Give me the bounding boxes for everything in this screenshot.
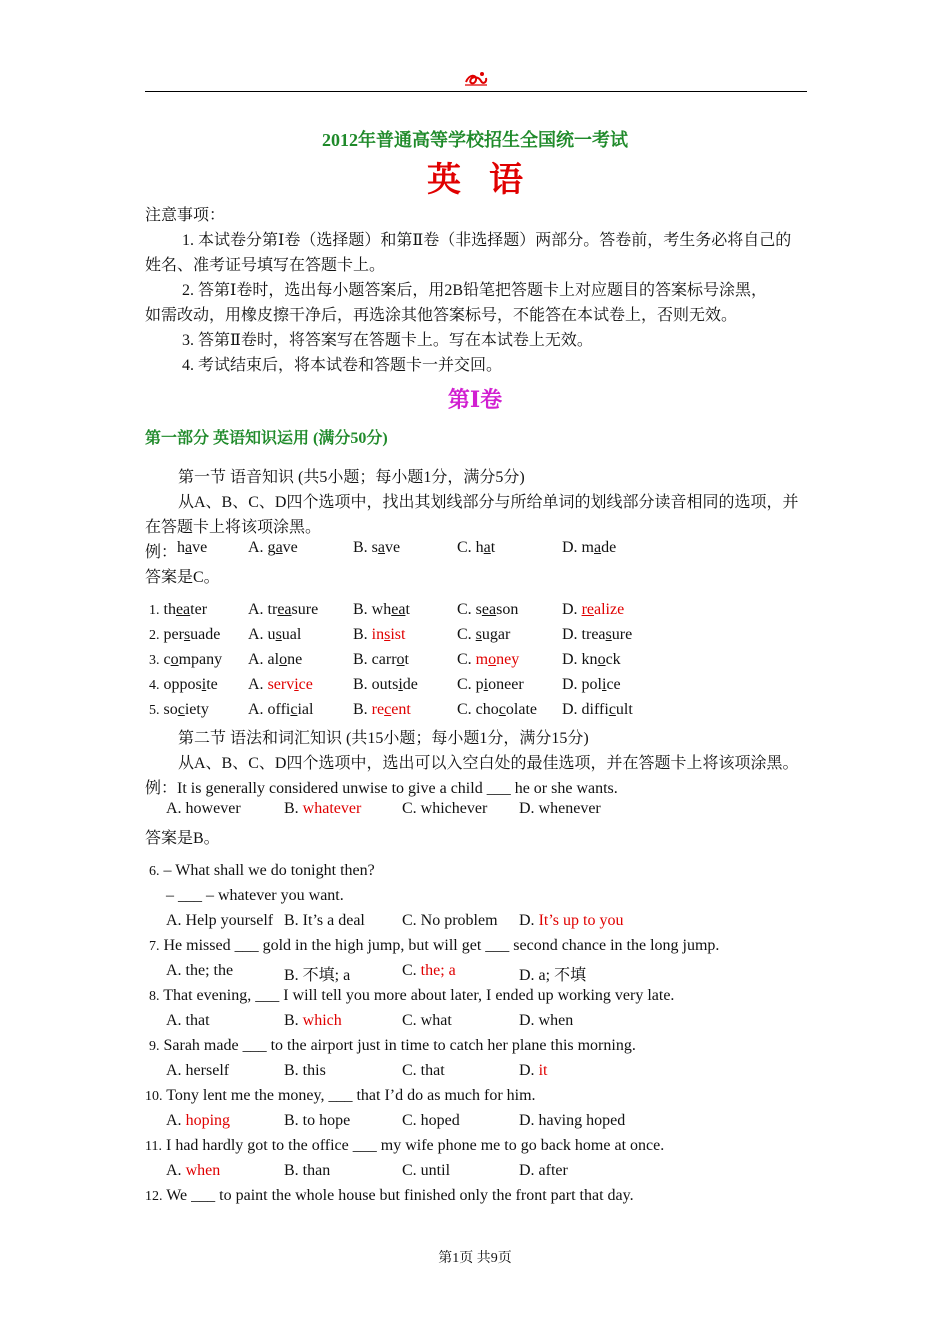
q3-option-d: D. knock bbox=[562, 651, 621, 668]
q11-option-a: A. when bbox=[166, 1162, 221, 1179]
section1-instruction-cont: 在答题卡上将该项涂黑。 bbox=[145, 519, 322, 536]
q9-option-c: C. that bbox=[402, 1062, 445, 1079]
header-rule bbox=[145, 91, 807, 92]
q5-option-b-word-start: re bbox=[371, 701, 385, 718]
q1-option-b: B. wheat bbox=[353, 601, 410, 618]
section2-heading: 第二节 语法和词汇知识 (共15小题；每小题1分，满分15分) bbox=[178, 730, 589, 747]
section1-instruction: 从A、B、C、D四个选项中，找出其划线部分与所给单词的划线部分读音相同的选项，并 bbox=[178, 494, 799, 511]
q5-option-b: B. recent bbox=[353, 701, 411, 718]
q6-option-d: D. It’s up to you bbox=[519, 912, 624, 929]
question-9: 9. Sarah made ___ to the airport just in time to catch her plane this morning. bbox=[149, 1037, 636, 1054]
example-option-c: C. hat bbox=[457, 539, 496, 556]
question-3: 3. company bbox=[149, 651, 223, 668]
volume-title: 第Ⅰ卷 bbox=[447, 387, 503, 412]
note-3: 3. 答第Ⅱ卷时，将答案写在答题卡上。写在本试卷上无效。 bbox=[182, 332, 593, 349]
question-7: 7. He missed ___ gold in the high jump, but will get ___ second chance in the long jump. bbox=[149, 937, 720, 954]
q1-option-a: A. treasure bbox=[248, 601, 319, 618]
q3-option-b: B. carrot bbox=[353, 651, 409, 668]
q5-option-d: D. difficult bbox=[562, 701, 633, 718]
q8-option-a: A. that bbox=[166, 1012, 210, 1029]
section2-instruction: 从A、B、C、D四个选项中，选出可以入空白处的最佳选项，并在答题卡上将该项涂黑。 bbox=[178, 755, 799, 772]
q3-option-c: C. money bbox=[457, 651, 520, 668]
q11-option-c: C. until bbox=[402, 1162, 451, 1179]
question-4: 4. opposite bbox=[149, 676, 218, 693]
q2-option-b: B. insist bbox=[353, 626, 406, 643]
question-2: 2. persuade bbox=[149, 626, 221, 643]
part1-heading: 第一部分 英语知识运用 (满分50分) bbox=[145, 430, 388, 447]
example-option-d: D. made bbox=[562, 539, 617, 556]
section2-example-option-d: D. whenever bbox=[519, 800, 601, 817]
q10-option-b: B. to hope bbox=[284, 1112, 351, 1129]
section1-heading: 第一节 语音知识 (共5小题；每小题1分，满分5分) bbox=[178, 469, 525, 486]
q1-option-c: C. season bbox=[457, 601, 519, 618]
q6-option-b: B. It’s a deal bbox=[284, 912, 365, 929]
section2-example-option-b: B. whatever bbox=[284, 800, 362, 817]
ornament-icon bbox=[463, 68, 489, 90]
q9-option-a: A. herself bbox=[166, 1062, 230, 1079]
example-stem: have bbox=[177, 539, 208, 556]
q7-option-d: D. a; 不填 bbox=[519, 967, 587, 984]
q9-option-d: D. it bbox=[519, 1062, 548, 1079]
q5-option-c: C. chocolate bbox=[457, 701, 537, 718]
q4-option-d: D. police bbox=[562, 676, 621, 693]
q10-option-a: A. hoping bbox=[166, 1112, 231, 1129]
q7-option-b: B. 不填; a bbox=[284, 967, 351, 984]
q3-option-a: A. alone bbox=[248, 651, 303, 668]
q2-option-d: D. treasure bbox=[562, 626, 633, 643]
section2-example-stem: 例：It is generally considered unwise to give a child ___ he or she wants. bbox=[145, 780, 618, 797]
section2-example-answer: 答案是B。 bbox=[145, 830, 220, 847]
note-2b: 如需改动，用橡皮擦干净后，再选涂其他答案标号，不能答在本试卷上，否则无效。 bbox=[145, 307, 738, 324]
note-1b: 姓名、准考证号填写在答题卡上。 bbox=[145, 257, 386, 274]
q4-option-c: C. pioneer bbox=[457, 676, 524, 693]
q8-option-d: D. when bbox=[519, 1012, 574, 1029]
section2-example-option-c: C. whichever bbox=[402, 800, 488, 817]
q1-option-d: D. realize bbox=[562, 601, 625, 618]
q7-option-c: C. the; a bbox=[402, 962, 456, 979]
section2-example-option-a: A. however bbox=[166, 800, 241, 817]
q11-option-b: B. than bbox=[284, 1162, 331, 1179]
subject-title: 英语 bbox=[427, 162, 551, 199]
question-5: 5. society bbox=[149, 701, 209, 718]
question-1: 1. theater bbox=[149, 601, 208, 618]
q4-option-a-word-start: serv bbox=[267, 676, 295, 693]
question-12: 12. We ___ to paint the whole house but finished only the front part that day. bbox=[145, 1187, 634, 1204]
q8-option-c: C. what bbox=[402, 1012, 452, 1029]
exam-title: 2012年普通高等学校招生全国统一考试 bbox=[322, 130, 628, 150]
example-answer: 答案是C。 bbox=[145, 569, 220, 586]
q8-option-b: B. which bbox=[284, 1012, 342, 1029]
q11-option-d: D. after bbox=[519, 1162, 568, 1179]
q10-option-c: C. hoped bbox=[402, 1112, 460, 1129]
q2-option-a: A. usual bbox=[248, 626, 302, 643]
example-option-b: B. save bbox=[353, 539, 401, 556]
notes-heading: 注意事项： bbox=[145, 207, 226, 224]
question-6: 6. – What shall we do tonight then? bbox=[149, 862, 375, 879]
example-label: 例： bbox=[145, 544, 178, 561]
q3-option-c-word-start: m bbox=[475, 651, 489, 668]
question-10: 10. Tony lent me the money, ___ that I’d do as much for him. bbox=[145, 1087, 536, 1104]
q6-option-a: A. Help yourself bbox=[166, 912, 274, 929]
question-6-line2: – ___ – whatever you want. bbox=[166, 887, 344, 904]
q2-option-c: C. sugar bbox=[457, 626, 511, 643]
q7-option-a: A. the; the bbox=[166, 962, 234, 979]
q6-option-c: C. No problem bbox=[402, 912, 498, 929]
note-4: 4. 考试结束后，将本试卷和答题卡一并交回。 bbox=[182, 357, 503, 374]
q10-option-d: D. having hoped bbox=[519, 1112, 626, 1129]
note-2a: 2. 答第Ⅰ卷时，选出每小题答案后，用2B铅笔把答题卡上对应题目的答案标号涂黑， bbox=[182, 282, 767, 299]
note-1a: 1. 本试卷分第Ⅰ卷（选择题）和第Ⅱ卷（非选择题）两部分。答卷前，考生务必将自己的 bbox=[182, 232, 792, 249]
q4-option-a: A. service bbox=[248, 676, 313, 693]
page-footer: 第1页 共9页 bbox=[438, 1251, 512, 1266]
example-option-a: A. gave bbox=[248, 539, 298, 556]
question-8: 8. That evening, ___ I will tell you more about later, I ended up working very late. bbox=[149, 987, 675, 1004]
q5-option-a: A. official bbox=[248, 701, 314, 718]
q9-option-b: B. this bbox=[284, 1062, 326, 1079]
question-11: 11. I had hardly got to the office ___ my wife phone me to go back home at once. bbox=[145, 1137, 665, 1154]
q4-option-b: B. outside bbox=[353, 676, 418, 693]
